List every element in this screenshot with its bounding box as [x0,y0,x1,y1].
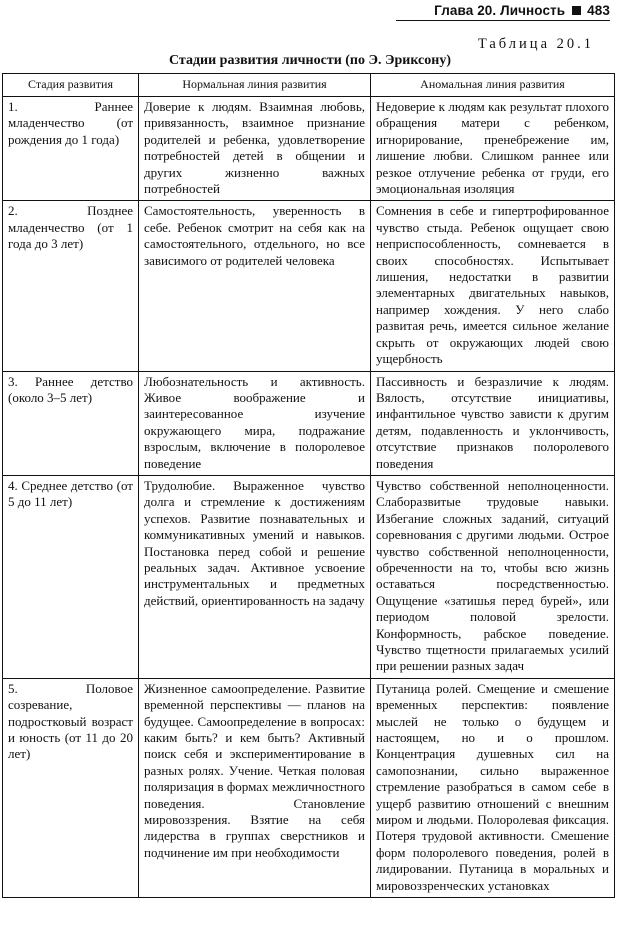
table-label: Таблица 20.1 [477,36,594,52]
abnormal-cell [371,371,615,475]
abnormal-cell [371,678,615,897]
normal-text: Трудолюбие. Выраженное чувство долга и стремление к достижениям успехов. Развитие познавательных и коммуникативных умений и навыков. Постановка перед собой и решение реальных задач. Активное усвоение инструментальных и предметных действий, ориентированность на задачу [144,477,365,608]
normal-cell [139,201,371,371]
normal-cell [139,371,371,475]
stage-cell [3,97,139,201]
table-row [3,678,615,897]
table-row [3,475,615,678]
table-row [3,97,615,201]
stage-text: 4. Среднее детство (от 5 до 11 лет) [8,477,133,510]
header-normal: Нормальная линия развития [139,74,371,97]
chapter-title: Глава 20. Личность [434,2,566,18]
stage-text: 5. Половое созревание, подростковый возраст и юность (от 11 до 20 лет) [8,680,133,762]
abnormal-text: Недоверие к людям как результат плохого обращения матери с ребенком, игнорирование, пренебрежение им, лишение любви. Слишком раннее или резкое отлучение ребенка от груди, его эмоциональная изоляция [376,99,609,197]
abnormal-cell [371,201,615,371]
header-stage: Стадия развития [3,74,139,97]
running-head [434,0,610,20]
abnormal-text: Путаница ролей. Смещение и смешение временных перспектив: появление мыслей не только о будущем и настоящем, но и о прошлом. Концентрация душевных сил на самопознании, сильно выраженное стремление разобраться в самом себе в ущерб развитию отношений с внешним миром и людьми. Полоролевая фиксация. Потеря трудовой активности. Смешение форм полоролевого поведения, ролей в лидировании. Путаница в моральных и мировоззренческих установках [376,680,609,893]
table-header-row [3,74,615,97]
normal-cell [139,97,371,201]
normal-text: Самостоятельность, уверенность в себе. Ребенок смотрит на себя как на самостоятельного, отдельного, но все зависимого от родителей человека [144,203,365,268]
abnormal-text: Чувство собственной неполноценности. Слаборазвитые трудовые навыки. Избегание сложных заданий, ситуаций соревнования с другими людьми. Острое чувство собственной неполноценности, обреченности на то, чтобы всю жизнь оставаться посредственностью. Ощущение «затишья перед бурей», или периодом половой зрелости. Конформность, рабское поведение. Чувство тщетности прилагаемых усилий при решении разных задач [376,477,609,674]
stage-cell [3,475,139,678]
table-row [3,371,615,475]
abnormal-text: Пассивность и безразличие к людям. Вялость, отсутствие инициативы, инфантильное чувство зависти к другим детям, подавленность и уклончивость, отсутствие признаков полоролевого поведения [376,373,609,471]
normal-cell [139,475,371,678]
stage-text: 2. Позднее младенчество (от 1 года до 3 лет) [8,203,133,252]
stages-table [2,73,615,898]
stage-cell [3,678,139,897]
abnormal-cell [371,475,615,678]
square-bullet-icon [572,6,581,15]
header-abnormal: Аномальная линия развития [371,74,615,97]
stage-text: 1. Раннее младенчество (от рождения до 1 года) [8,99,133,147]
stage-cell [3,371,139,475]
abnormal-cell [371,97,615,201]
page-number: 483 [587,2,610,18]
stage-cell [3,201,139,371]
normal-text: Жизненное самоопределение. Развитие временной перспективы — планов на будущее. Самоопределение в вопросах: каким быть? и кем быть? Активный поиск себя и экспериментирование в разных ролях. Учение. Четкая половая поляризация в формах межличностного поведения. Становление мировоззрения. Взятие на себя лидерства в группах сверстников и подчинение им при необходимости [144,680,365,860]
abnormal-text: Сомнения в себе и гипертрофированное чувство стыда. Ребенок ощущает свою неприспособленность, сомневается в своих способностях. Испытывает лишения, недостатки в развитии элементарных двигательных навыков, например хождения. У него слабо развитая речь, имеется сильное желание скрыть от окружающих людей свою ущербность [376,203,609,367]
normal-cell [139,678,371,897]
header-rule [396,20,610,21]
normal-text: Доверие к людям. Взаимная любовь, привязанность, взаимное признание родителей и ребенка, удовлетворение потребностей детей в общении и других жизненно важных потребностей [144,99,365,197]
table-title: Стадии развития личности (по Э. Эриксону) [168,53,452,68]
normal-text: Любознательность и активность. Живое воображение и заинтересованное изучение окружающего мира, подражание взрослым, включение в полоролевое поведение [144,373,365,471]
stage-text: 3. Раннее детство (около 3–5 лет) [8,373,133,405]
table-row [3,201,615,371]
